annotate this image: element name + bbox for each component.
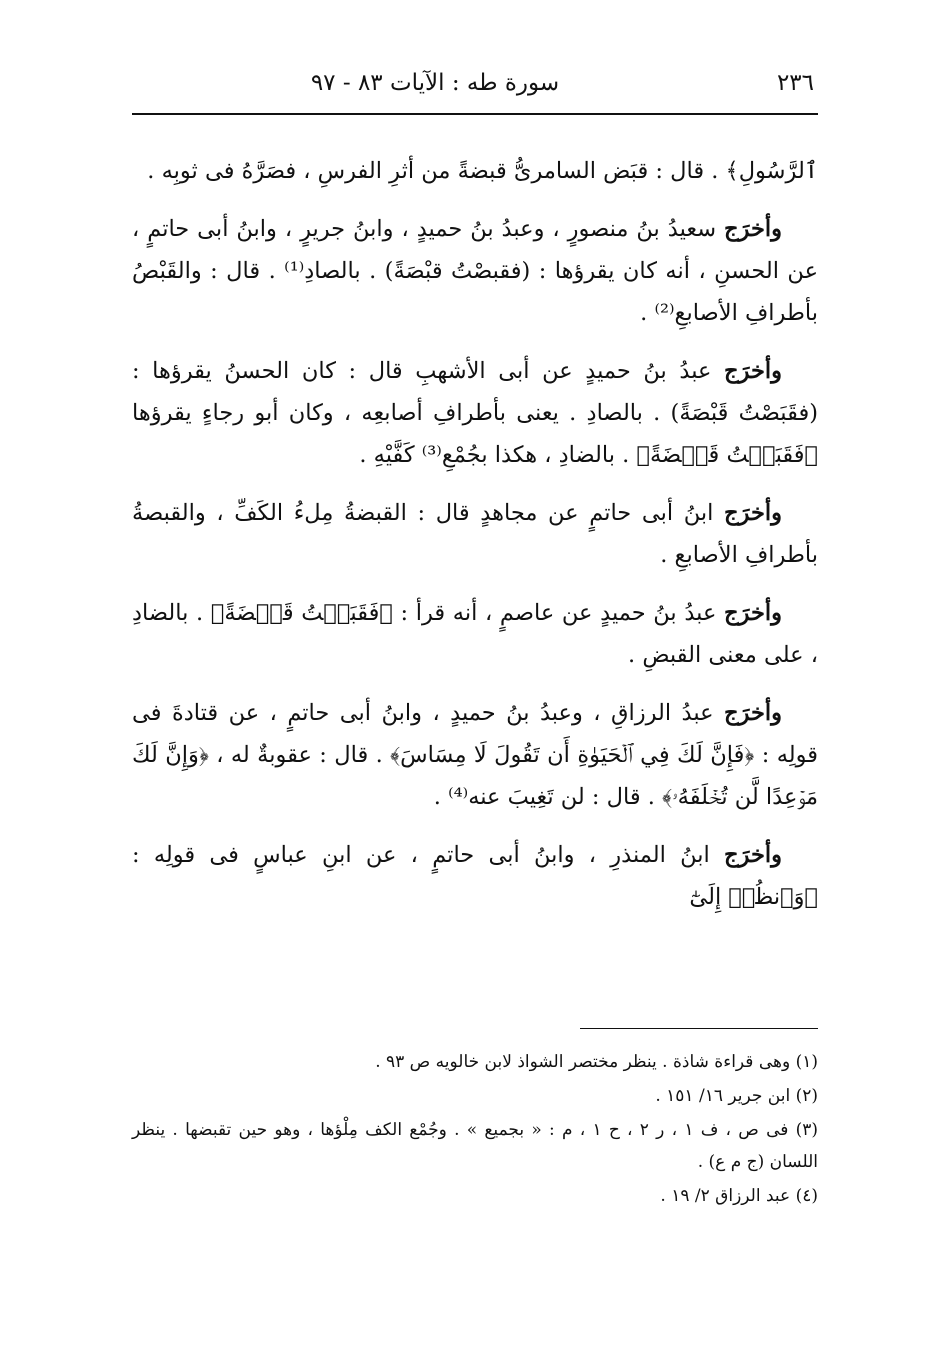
paragraph-text: عبدُ الرزاقِ ، وعبدُ بنُ حميدٍ ، وابنُ أبى حاتمٍ ، عن قتادةَ فى قولِه : ﴿فَإِنَّ لَكَ فِي ٱلۡحَيَوٰةِ أَن تَقُولَ لَا مِسَاسَ﴾ . قال : عقوبةٌ له ، ﴿وَإِنَّ لَكَ مَوۡعِدًا لَّن تُخۡلَفَهُۥ﴾ . قال : لن تَغِيبَ عنه⁽⁴⁾ .: [132, 700, 818, 810]
paragraph-lead: وأخرَج: [724, 700, 782, 726]
paragraph-text: ابنُ المنذرِ ، وابنُ أبى حاتمٍ ، عن ابنِ عباسٍ فى قولِه : ﴿وَٱنظُرۡ إِلَىٰٓ: [132, 842, 818, 910]
footnotes: [132, 1046, 818, 1214]
footnote-1: (١) وهى قراءة شاذة . ينظر مختصر الشواذ لابن خالويه ص ٩٣ .: [375, 1052, 818, 1072]
paragraph-lead: وأخرَج: [724, 600, 782, 626]
footnote-3: (٣) فى ص ، ف ١ ، ر ٢ ، ح ١ ، م : « بجميع » . وجُمْع الكف مِلْؤها ، وهو حين تقبضها . ينظر اللسان (ج م ع) .: [132, 1120, 819, 1172]
paragraph-6: [132, 692, 818, 818]
footnote-separator: [580, 1028, 818, 1029]
paragraph-text: ابنُ أبى حاتمٍ عن مجاهدٍ قال : القبضةُ مِلءُ الكَفِّ ، والقبصةُ بأطرافِ الأصابعِ .: [132, 500, 818, 568]
footnote-4: (٤) عبد الرزاق ٢/ ١٩ .: [660, 1186, 818, 1206]
paragraph-lead: وأخرَج: [724, 500, 782, 526]
page-header: [132, 58, 818, 108]
paragraph-5: [132, 592, 818, 676]
page-number: ٢٣٦: [776, 70, 814, 96]
paragraph-lead: وأخرَج: [724, 358, 782, 384]
paragraph-7: [132, 834, 818, 918]
paragraph-lead: وأخرَج: [724, 216, 782, 242]
paragraph-3: [132, 350, 818, 476]
running-title: سورة طه : الآيات ٨٣ - ٩٧: [310, 70, 560, 96]
paragraph-text: عبدُ بنُ حميدٍ عن عاصمٍ ، أنه قرأ : ﴿فَقَبَضۡتُ قَبۡضَةً﴾ . بالضادِ ، على معنى القبضِ .: [132, 600, 818, 668]
paragraph-4: [132, 492, 818, 576]
header-rule: [132, 113, 818, 115]
footnote-2: (٢) ابن جرير ١٦/ ١٥١ .: [655, 1086, 818, 1106]
paragraph-lead: وأخرَج: [724, 842, 782, 868]
paragraph-text: سعيدُ بنُ منصورٍ ، وعبدُ بنُ حميدٍ ، وابنُ جريرٍ ، وابنُ أبى حاتمٍ ، عن الحسنِ ، أنه كان يقرؤها : (فقبصْتُ قبْصَةً) . بالصادِ⁽¹⁾ . قال : والقَبْصُ بأطرافِ الأصابعِ⁽²⁾ .: [132, 216, 818, 326]
paragraph-text: عبدُ بنُ حميدٍ عن أبى الأشهبِ قال : كان الحسنُ يقرؤها : (فقَبَصْتُ قَبْصَةً) . بالصادِ . يعنى بأطرافِ أصابعِه ، وكان أبو رجاءٍ يقرؤها ﴿فَقَبَضۡتُ قَبۡضَةً﴾ . بالضادِ ، هكذا بجُمْعِ⁽³⁾ كَفَّيْهِ .: [132, 358, 818, 468]
main-text: [132, 150, 818, 934]
paragraph-1: [132, 150, 818, 192]
paragraph-2: [132, 208, 818, 334]
paragraph-text: ٱلرَّسُولِ﴾ . قال : قبَض السامرىُّ قبضةً من أثرِ الفرسِ ، فصَرَّهُ فى ثوبِه .: [147, 158, 818, 184]
